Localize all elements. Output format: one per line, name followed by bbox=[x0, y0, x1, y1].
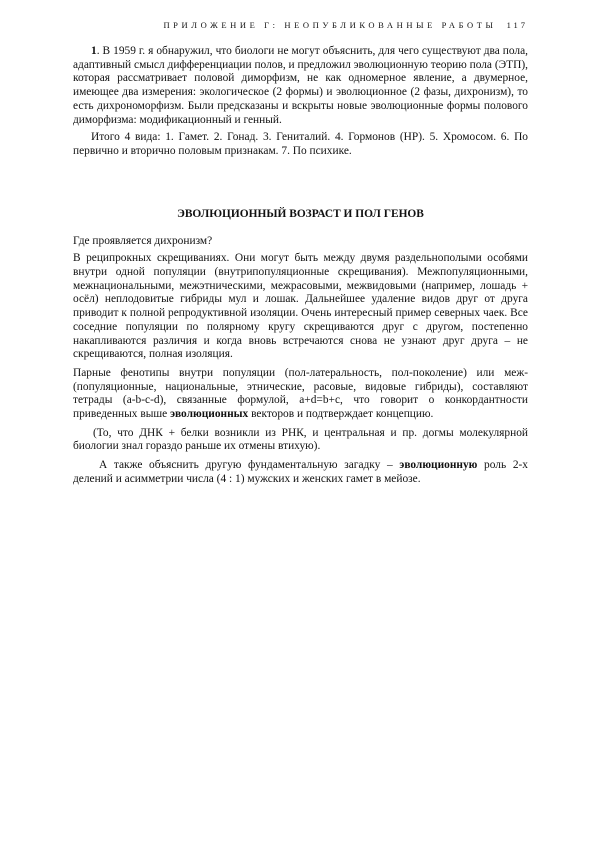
section-paragraph-2 bbox=[73, 367, 528, 422]
running-header bbox=[163, 20, 528, 30]
intro-paragraph-2: Итого 4 вида: 1. Гамет. 2. Гонад. 3. Гениталий. 4. Гормонов (НР). 5. Хромосом. 6. По первично и вторично половым признакам. 7. По психике. bbox=[73, 131, 528, 157]
page-content bbox=[73, 45, 528, 487]
page-number: 117 bbox=[506, 20, 528, 30]
section-question: Где проявляется дихронизм? bbox=[73, 234, 213, 247]
section-paragraph-1: В реципрокных скрещиваниях. Они могут быть между двумя раздельнополыми особями внутри одной популяции (внутрипопуляционные скрещивания). Межпопуляционными, межнациональными, межэтническими, межрасовыми, межвидовыми (например, лошадь + осёл) неплодовитые гибриды мул и лошак. Дальнейшее удаление видов друг от друга приводит к полной репродуктивной изоляции. Очень интересный пример северных чаек. Все соседние популяции по полярному кругу скрещиваются друг с другом, постепенно накапливаются различия и когда вновь встречаются снова не узнают друг друга – не скрещиваются, полная изоляция. bbox=[73, 252, 528, 361]
section-paragraph-4-start: А также объяснить другую фундаментальную загадку – bbox=[99, 459, 400, 472]
section-paragraph-3: (То, что ДНК + белки возникли из РНК, и центральная и пр. догмы молекулярной биологии знал гораздо раньше их отмены втихую). bbox=[73, 426, 528, 453]
bold-term-evolutionary: эволюционных bbox=[170, 408, 249, 421]
intro-paragraph-1 bbox=[73, 45, 528, 127]
running-title: ПРИЛОЖЕНИЕ Г: НЕОПУБЛИКОВАННЫЕ РАБОТЫ bbox=[163, 20, 497, 30]
bold-term-evolutionary-role: эволюционную bbox=[399, 459, 478, 472]
section-paragraph-2-start: Парные фенотипы внутри популяции (пол-латеральность, пол-поколение) или меж- (популяционные, национальные, этнические, расовые, видовые гибриды), составляют тетрады (a-b-c-d), связанные формулой, a+d=b+c, что говорит о конкордантности приведенных выше bbox=[73, 366, 528, 421]
section-paragraph-4-end: роль 2-х делений и асимметрии числа (4 : 1) мужских и женских гамет в мейозе. bbox=[73, 459, 528, 485]
section-title: ЭВОЛЮЦИОННЫЙ ВОЗРАСТ И ПОЛ ГЕНОВ bbox=[177, 207, 424, 220]
paragraph-number: 1 bbox=[91, 45, 97, 57]
intro-paragraph-1-text: . В 1959 г. я обнаружил, что биологи не могут объяснить, для чего существуют два пола, адаптивный смысл дифференциации полов, и предложил эволюционную теорию пола (ЭТП), которая рассматривает половой диморфизм, не как одномерное явление, а двумерное, имеющее два измерения: экологическое (2 формы) и эволюционное (2 фазы, дихронизм), то есть дихрономорфизм. Были предсказаны и вскрыты новые эволюционные формы полового диморфизма: модификационный и генный. bbox=[73, 45, 528, 126]
section-paragraph-4 bbox=[73, 459, 528, 486]
section-paragraph-2-end: векторов и подтверждает концепцию. bbox=[248, 408, 434, 421]
